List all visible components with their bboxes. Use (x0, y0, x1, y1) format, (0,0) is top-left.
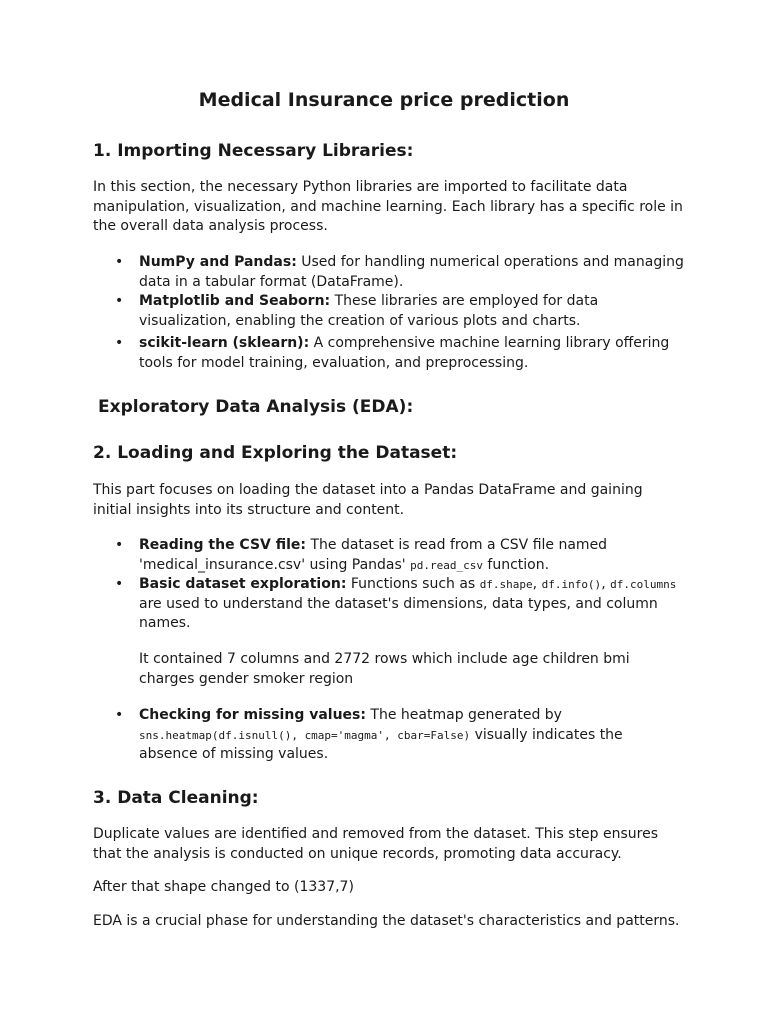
code-snippet: df.columns (610, 578, 677, 592)
section-1-heading: 1. Importing Necessary Libraries: (93, 141, 414, 161)
code-snippet: df.info() (541, 578, 602, 592)
bullet-icon: • (115, 254, 124, 270)
list-item-text: are used to understand the dataset's dimensions, data types, and column names. (139, 595, 658, 632)
list-item (115, 536, 684, 575)
section-3-para-2: After that shape changed to (1337,7) (93, 879, 354, 895)
bullet-icon: • (115, 293, 124, 310)
list-item-text: Used for handling numerical operations and managing data in a tabular format (DataFrame). (139, 254, 684, 290)
bullet-icon: • (115, 537, 124, 553)
list-item-term: Matplotlib and Seaborn: (139, 293, 331, 310)
list-item-term: Checking for missing values: (139, 707, 366, 723)
list-item (115, 575, 684, 634)
dataset-note: It contained 7 columns and 2772 rows which include age children bmi charges gender smoker region (139, 651, 630, 687)
separator: , (532, 576, 542, 593)
list-item-term: Reading the CSV file: (139, 537, 307, 553)
section-2-intro: This part focuses on loading the dataset into a Pandas DataFrame and gaining initial insights into its structure and content. (93, 482, 643, 518)
section-3-para-3: EDA is a crucial phase for understanding the dataset's characteristics and patterns. (93, 913, 680, 929)
code-snippet: pd.read_csv (410, 558, 483, 572)
list-item-text: The dataset is read from a CSV file named 'medical_insurance.csv' using Pandas' (139, 537, 608, 573)
bullet-icon: • (115, 707, 124, 723)
libraries-list (115, 253, 684, 374)
list-item-text: Functions such as (346, 576, 480, 593)
list-item-text: visually indicates the absence of missing values. (139, 726, 623, 763)
dataset-list (115, 536, 684, 634)
bullet-icon: • (115, 335, 124, 352)
list-item-text: These libraries are employed for data visualization, enabling the creation of various plots and charts. (139, 293, 599, 329)
eda-heading: Exploratory Data Analysis (EDA): (98, 397, 414, 417)
section-3-heading: 3. Data Cleaning: (93, 788, 259, 808)
page-title: Medical Insurance price prediction (198, 89, 570, 111)
code-snippet: df.shape (479, 578, 533, 592)
missing-values-list (115, 706, 684, 765)
list-item (115, 334, 684, 373)
separator: , (601, 576, 611, 593)
list-item-text: A comprehensive machine learning library offering tools for model training, evaluation, and preprocessing. (139, 335, 670, 371)
section-1-intro: In this section, the necessary Python libraries are imported to facilitate data manipulation, visualization, and machine learning. Each library has a specific role in the overall data analysis process. (93, 179, 683, 235)
list-item-text: The heatmap generated by (365, 707, 562, 723)
list-item-term: NumPy and Pandas: (139, 254, 297, 270)
code-snippet: sns.heatmap(df.isnull(), cmap='magma', cbar=False) (139, 728, 471, 742)
list-item-term: Basic dataset exploration: (139, 576, 347, 593)
list-item-term: scikit-learn (sklearn): (139, 335, 310, 352)
list-item (115, 706, 684, 765)
list-item (115, 292, 684, 331)
section-3-para-1: Duplicate values are identified and removed from the dataset. This step ensures that the analysis is conducted on unique records, promoting data accuracy. (93, 826, 659, 862)
section-2-heading: 2. Loading and Exploring the Dataset: (93, 443, 458, 463)
list-item (115, 253, 684, 292)
bullet-icon: • (115, 576, 124, 593)
list-item-text: function. (482, 556, 550, 573)
